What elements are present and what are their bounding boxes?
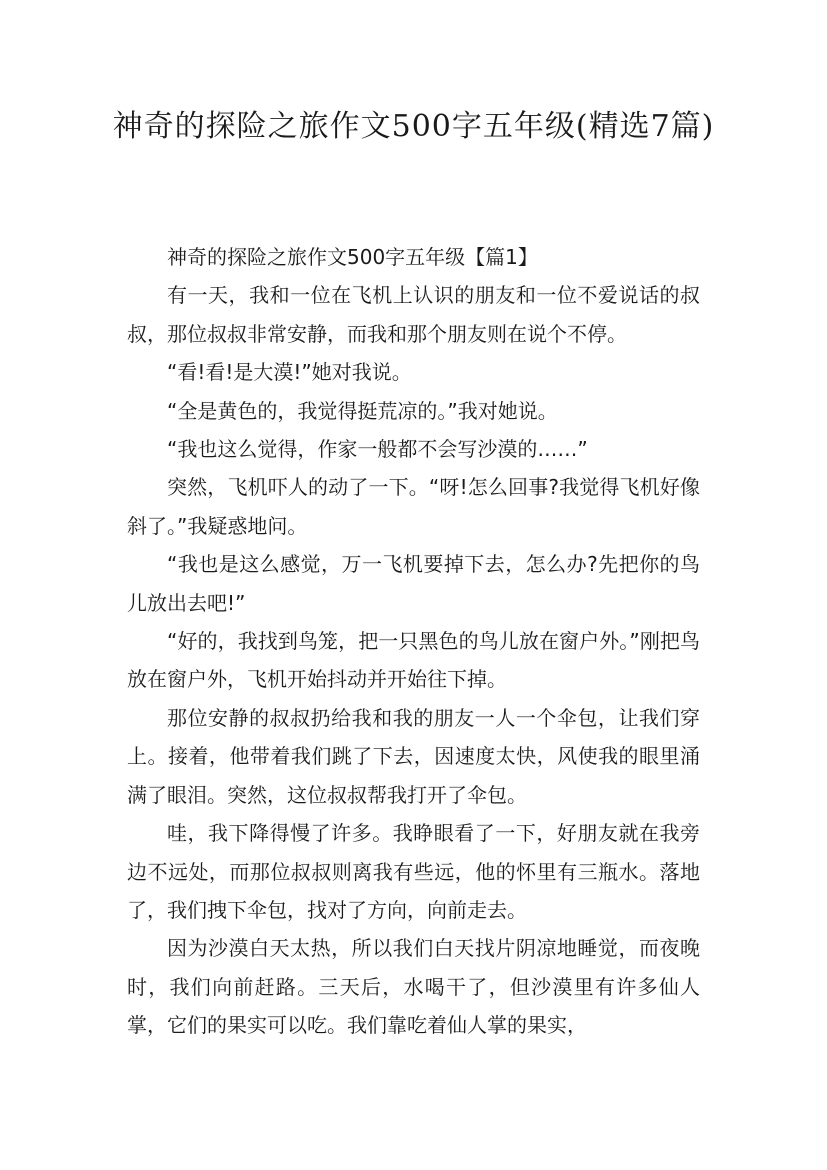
paragraph-8: 那位安静的叔叔扔给我和我的朋友一人一个伞包，让我们穿上。接着，他带着我们跳了下去，因速度太快，风使我的眼里涌满了眼泪。突然，这位叔叔帮我打开了伞包。: [127, 705, 700, 807]
paragraph-1: 有一天，我和一位在飞机上认识的朋友和一位不爱说话的叔叔，那位叔叔非常安静，而我和那个朋友则在说个不停。: [127, 283, 700, 346]
paragraph-4: “我也这么觉得，作家一般都不会写沙漠的……”: [167, 437, 588, 462]
paragraph-2: “看!看!是大漠!”她对我说。: [167, 360, 412, 385]
paragraph-7: “好的，我找到鸟笼，把一只黑色的鸟儿放在窗户外。”刚把鸟放在窗户外，飞机开始抖动并开始往下掉。: [127, 629, 700, 692]
paragraph-9: 哇，我下降得慢了许多。我睁眼看了一下，好朋友就在我旁边不远处，而那位叔叔则离我有些远，他的怀里有三瓶水。落地了，我们拽下伞包，找对了方向，向前走去。: [127, 821, 700, 922]
section-heading: 神奇的探险之旅作文500字五年级【篇1】: [167, 245, 538, 269]
document-title: 神奇的探险之旅作文500字五年级(精选7篇): [112, 109, 715, 144]
paragraph-3: “全是黄色的，我觉得挺荒凉的。”我对她说。: [167, 398, 558, 423]
paragraph-5: 突然，飞机吓人的动了一下。“呀!怎么回事?我觉得飞机好像斜了。”我疑惑地问。: [127, 475, 700, 538]
paragraph-10: 因为沙漠白天太热，所以我们白天找片阴凉地睡觉，而夜晚时，我们向前赶路。三天后，水喝干了，但沙漠里有许多仙人掌，它们的果实可以吃。我们靠吃着仙人掌的果实，: [127, 936, 700, 1038]
paragraph-6: “我也是这么感觉，万一飞机要掉下去，怎么办?先把你的鸟儿放出去吧!”: [127, 552, 700, 615]
document-body: [127, 238, 700, 1045]
